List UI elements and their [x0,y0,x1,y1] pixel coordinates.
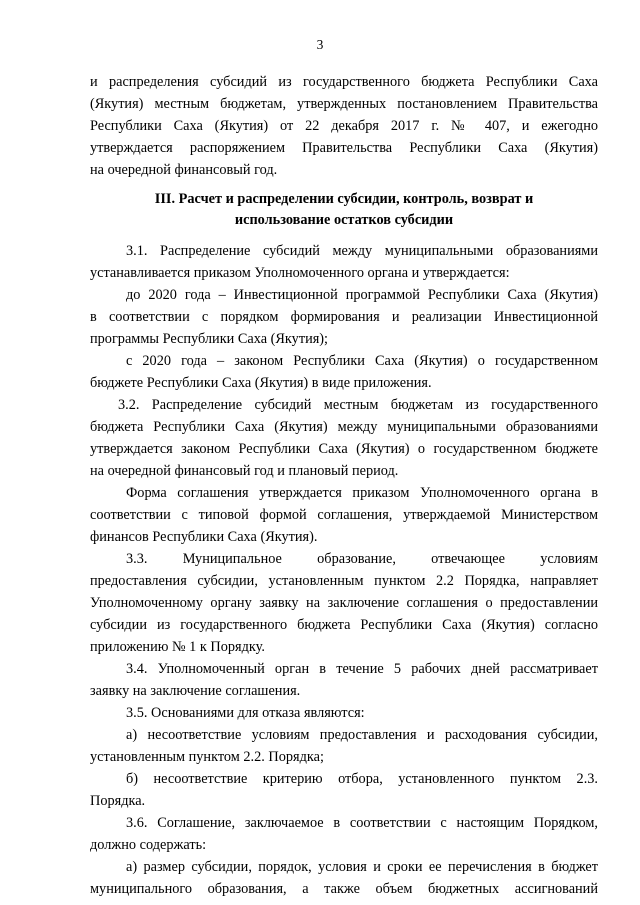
text-line: предоставления субсидии, установленным пунктом 2.2 Порядка, направляет [90,573,598,589]
text-line: Уполномоченному органу заявку на заключение соглашения о предоставлении [90,595,598,611]
text-line: заявку на заключение соглашения. [90,683,301,699]
text-line: устанавливается приказом Уполномоченного органа и утверждается: [90,265,510,281]
section-heading: III. Расчет и распределении субсидии, контроль, возврат и [154,191,534,207]
text-line: а) несоответствие условиям предоставления и расходования субсидии, [126,727,598,743]
text-line: 3.2. Распределение субсидий местным бюджетам из государственного [118,397,598,413]
text-line: установленным пунктом 2.2. Порядка; [90,749,324,765]
text-line: Порядка. [90,793,146,809]
text-line: 3.1. Распределение субсидий между муниципальными образованиями [126,243,598,259]
text-line: и распределения субсидий из государственного бюджета Республики Саха [90,74,598,90]
text-line: с 2020 года – законом Республики Саха (Якутия) о государственном [126,353,598,369]
text-line: в соответствии с порядком формирования и реализации Инвестиционной [90,309,598,325]
text-line: 3.5. Основаниями для отказа являются: [126,705,365,721]
text-line: должно содержать: [90,837,207,853]
page-number: 3 [316,37,324,52]
section-heading: использование остатков субсидии [234,212,454,228]
text-line: 3.3. Муниципальное образование, отвечающее условиям [126,551,598,567]
text-line: (Якутия) местным бюджетам, утвержденных постановлением Правительства [90,96,598,112]
text-line: приложению № 1 к Порядку. [90,639,265,655]
text-line: Республики Саха (Якутия) от 22 декабря 2017 г. № 407, и ежегодно [90,118,598,134]
text-line: программы Республики Саха (Якутия); [90,331,329,347]
text-line: муниципального образования, а также объем бюджетных ассигнований [90,881,598,897]
text-line: до 2020 года – Инвестиционной программой Республики Саха (Якутия) [126,287,598,303]
text-line: утверждается законом Республики Саха (Якутия) о государственном бюджете [90,441,598,457]
text-line: б) несоответствие критерию отбора, установленного пунктом 2.3. [126,771,598,787]
text-line: 3.4. Уполномоченный орган в течение 5 рабочих дней рассматривает [126,661,598,677]
text-line: на очередной финансовый год и плановый период. [90,463,399,479]
text-line: соответствии с типовой формой соглашения, утверждаемой Министерством [90,507,598,523]
text-line: на очередной финансовый год. [90,162,278,178]
text-line: 3.6. Соглашение, заключаемое в соответствии с настоящим Порядком, [126,815,598,831]
text-line: а) размер субсидии, порядок, условия и сроки ее перечисления в бюджет [126,859,598,875]
text-line: финансов Республики Саха (Якутия). [90,529,318,545]
text-line: Форма соглашения утверждается приказом Уполномоченного органа в [126,485,598,501]
text-line: бюджета Республики Саха (Якутия) между муниципальными образованиями [90,419,598,435]
text-line: субсидии из государственного бюджета Республики Саха (Якутия) согласно [90,617,598,633]
text-line: утверждается распоряжением Правительства Республики Саха (Якутия) [90,140,598,156]
text-line: бюджете Республики Саха (Якутия) в виде приложения. [90,375,432,391]
